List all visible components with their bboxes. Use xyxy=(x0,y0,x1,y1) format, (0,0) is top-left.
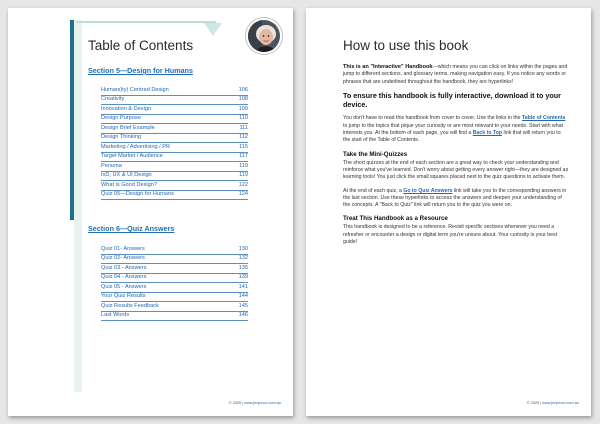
toc-item-page: 122 xyxy=(238,181,248,188)
toc-item-label: Quiz Results Feedback xyxy=(101,302,159,309)
toc-item-label: Target Market / Audience xyxy=(101,153,163,159)
nav-text-3: link that will return you to the start of the Table of Contents. xyxy=(343,130,561,144)
toc-item-label: Innovation & Design xyxy=(101,105,152,112)
toc-item-label: Last Words xyxy=(101,312,130,318)
toc-item-label: Quiz 05—Design for Humans xyxy=(101,191,174,197)
section-5-toc-list xyxy=(101,86,248,200)
toc-item-page: 119 xyxy=(239,162,248,169)
toc-item-page: 108 xyxy=(238,96,248,102)
toc-item-label: Quiz 03 - Answers xyxy=(101,264,147,271)
resource-heading: Treat This Handbook as a Resource xyxy=(343,215,448,223)
nav-text-2: to jump to the topics that pique your curiosity or are most relevant to your needs. Start with what interests you. At the bottom of each page, you will find a xyxy=(343,122,564,137)
toc-item-page: 112 xyxy=(239,134,248,140)
footer-copyright: © 2025 | xyxy=(526,401,543,405)
toc-item-label: What is Good Design? xyxy=(101,181,157,188)
intro-bold-text: This is an "Interactive" Handbook xyxy=(343,64,433,70)
left-page xyxy=(8,8,293,416)
footer-site-link[interactable]: www.jenjenco.com.au xyxy=(244,401,281,405)
toc-item-label: Creativity xyxy=(101,96,125,102)
section-5-heading-link[interactable]: Section 5—Design for Humans xyxy=(88,66,194,75)
section-6-heading-link[interactable]: Section 6—Quiz Answers xyxy=(88,224,175,233)
instructions-body xyxy=(343,64,569,252)
toc-item-label: Persona xyxy=(101,162,122,169)
quiz-heading: Take the Mini-Quizzes xyxy=(343,150,408,158)
toc-item-page: 110 xyxy=(239,115,248,121)
toc-item-page: 115 xyxy=(239,143,248,150)
toc-item-page: 117 xyxy=(239,153,248,159)
resource-paragraph: This handbook is designed to be a reference. Revisit specific sections whenever you need a refresher or encounter a design or digital term you're unsure about. Your curiosity is your best guide! xyxy=(343,224,558,246)
back-to-top-link[interactable]: Back to Top xyxy=(472,130,503,137)
quiz2-text-2: link will take you to the corresponding answers in the last section. Use these hyperlinks to access the answers and deepen your understanding of the concepts. A "Back to Quiz" link will return you to the quiz you were on. xyxy=(343,187,567,209)
arrow-line xyxy=(76,21,216,23)
right-page xyxy=(306,8,591,416)
footer-site-link[interactable]: www.jenjenco.com.au xyxy=(542,401,579,405)
footer-copyright: © 2025 | xyxy=(228,401,245,405)
page-footer xyxy=(229,401,281,405)
accent-strip xyxy=(74,20,82,392)
toc-item-link[interactable] xyxy=(101,312,248,322)
toc-item-page: 146 xyxy=(238,312,248,318)
toc-item-page: 130 xyxy=(238,245,248,252)
toc-item-page: 144 xyxy=(238,293,248,299)
toc-item-label: Design Thinking xyxy=(101,134,142,140)
page-title: Table of Contents xyxy=(88,38,194,53)
section-6-toc-list xyxy=(101,245,248,321)
toc-item-page: 111 xyxy=(239,124,248,131)
toc-item-page: 145 xyxy=(238,302,248,309)
toc-item-label: Human(ity) Centred Design xyxy=(101,86,169,93)
quiz2-text-1: At the end of each quiz, a xyxy=(343,187,404,194)
toc-item-label: Design Brief Example xyxy=(101,124,155,131)
arrow-down-icon xyxy=(204,23,222,36)
toc-item-label: Design Purpose xyxy=(101,115,141,121)
quiz-answers-paragraph xyxy=(343,188,569,210)
intro-text: —which means you can click on links within the pages and jump to different sections, and glossary terms, making navigation easy. If you notice any words or phrases that are underlined throughout the handbook, they are hyperlinks! xyxy=(343,64,568,85)
nav-text-1: You don't have to read this handbook from cover to cover. Use the links in the xyxy=(343,115,523,122)
toc-item-label: Marketing / Advertising / PR xyxy=(101,143,171,150)
toc-item-page: 124 xyxy=(238,191,248,197)
toc-item-label: IxD, UX & UI Design xyxy=(101,172,152,178)
toc-item-page: 139 xyxy=(238,274,248,280)
quiz-paragraph: The short quizzes at the end of each section are a great way to check your understanding and reinforce what you've learned. Don't worry about getting every answer right—they are designed as learning tools! You just click the small squares placed next to the quiz questions to activate them. xyxy=(343,159,569,181)
author-avatar xyxy=(246,18,282,54)
toc-item-page: 135 xyxy=(238,264,248,271)
go-to-quiz-answers-link[interactable]: Go to Quiz Answers xyxy=(403,187,453,194)
page-footer xyxy=(527,401,579,405)
toc-item-label: Quiz 04 - Answers xyxy=(101,274,147,280)
toc-link[interactable]: Table of Contents xyxy=(522,115,566,122)
toc-item-page: 119 xyxy=(239,172,248,178)
download-heading: To ensure this handbook is fully interactive, download it to your device. xyxy=(343,90,561,109)
toc-item-label: Your Quiz Results xyxy=(101,293,146,299)
toc-item-label: Quiz 05 - Answers xyxy=(101,283,147,290)
toc-item-label: Quiz 02- Answers xyxy=(101,255,145,261)
toc-item-page: 132 xyxy=(238,255,248,261)
toc-item-link[interactable] xyxy=(101,153,248,163)
toc-item-page: 141 xyxy=(238,283,248,290)
page-title: How to use this book xyxy=(343,38,469,53)
navigation-paragraph xyxy=(343,115,569,144)
toc-item-page: 106 xyxy=(238,86,248,93)
intro-paragraph xyxy=(343,64,569,86)
toc-item-page: 109 xyxy=(238,105,248,112)
toc-item-label: Quiz 01- Answers xyxy=(101,245,145,252)
toc-item-link[interactable] xyxy=(101,191,248,201)
